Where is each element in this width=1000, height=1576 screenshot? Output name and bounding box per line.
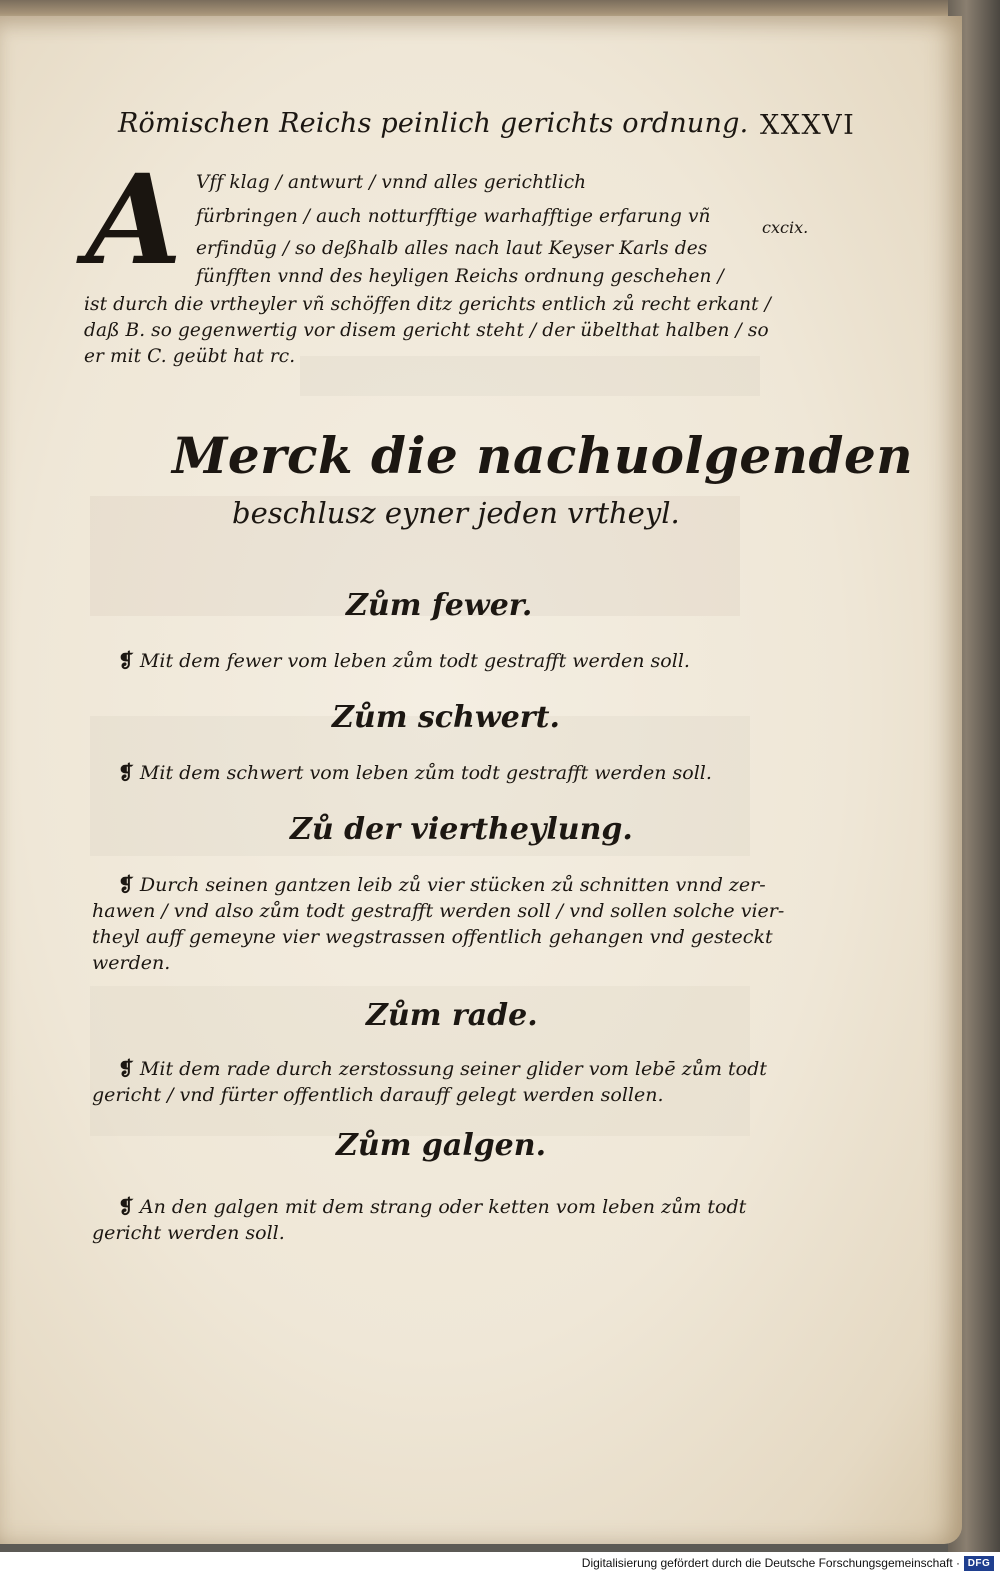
- opening-line: Vff klag / antwurt / vnnd alles gerichtlich: [196, 172, 587, 193]
- funding-credit: Digitalisierung gefördert durch die Deutsche Forschungsgemeinschaft ·: [581, 1556, 960, 1570]
- section-text-fewer: [118, 650, 690, 672]
- pilcrow-icon: ❡: [118, 762, 134, 784]
- sentence-line: hawen / vnd also zům todt gestrafft werden soll / vnd sollen solche vier-: [92, 900, 785, 922]
- section-heading-fewer: Zům fewer.: [346, 588, 533, 623]
- pilcrow-icon: ❡: [118, 650, 134, 672]
- show-through-bleed: [300, 356, 760, 396]
- pilcrow-icon: ❡: [118, 1058, 134, 1080]
- main-subheading: beschlusz eyner jeden vrtheyl.: [232, 496, 680, 530]
- opening-line: fünfften vnnd des heyligen Reichs ordnung geschehen /: [196, 266, 724, 287]
- opening-line: fürbringen / auch notturfftige warhafftige erfarung vñ: [196, 206, 711, 227]
- opening-line: ist durch die vrtheyler vñ schöffen ditz gerichts entlich zů recht erkant /: [84, 294, 771, 315]
- sentence-line: Mit dem schwert vom leben zům todt gestrafft werden soll.: [139, 762, 712, 784]
- sentence-line: theyl auff gemeyne vier wegstrassen offentlich gehangen vnd gesteckt: [92, 926, 773, 948]
- sentence-line: gericht / vnd fürter offentlich darauff gelegt werden sollen.: [92, 1084, 664, 1106]
- section-heading-galgen: Zům galgen.: [336, 1128, 547, 1163]
- opening-line: daß B. so gegenwertig vor disem gericht steht / der übelthat halben / so: [84, 320, 769, 341]
- opening-line: er mit C. geübt hat rc.: [84, 346, 296, 367]
- sentence-line: Durch seinen gantzen leib zů vier stücken zů schnitten vnnd zer-: [139, 874, 766, 896]
- pilcrow-icon: ❡: [118, 874, 134, 896]
- sentence-line: Mit dem rade durch zerstossung seiner glider vom lebē zům todt: [139, 1058, 767, 1080]
- pilcrow-icon: ❡: [118, 1196, 134, 1218]
- section-text-schwert: [118, 762, 712, 784]
- margin-note: cxcix.: [762, 218, 809, 237]
- section-heading-viertheylung: Zů der viertheylung.: [290, 812, 633, 847]
- sentence-line: Mit dem fewer vom leben zům todt gestrafft werden soll.: [139, 650, 690, 672]
- section-text-viertheylung: [118, 874, 766, 896]
- dfg-logo: DFG: [964, 1556, 994, 1571]
- sentence-line: An den galgen mit dem strang oder ketten vom leben zům todt: [139, 1196, 747, 1218]
- sentence-line: gericht werden soll.: [92, 1222, 285, 1244]
- main-heading: Merck die nachuolgenden: [172, 426, 914, 485]
- opening-line: erfindūg / so deßhalb alles nach laut Keyser Karls des: [196, 238, 708, 259]
- section-text-rade: [118, 1058, 767, 1080]
- running-head: Römischen Reichs peinlich gerichts ordnung.: [118, 108, 749, 139]
- section-text-galgen: [118, 1196, 746, 1218]
- sentence-line: werden.: [92, 952, 171, 974]
- section-heading-schwert: Zům schwert.: [332, 700, 560, 735]
- folio-number: XXXVI: [760, 110, 856, 141]
- digitization-footer: [0, 1552, 1000, 1576]
- section-heading-rade: Zům rade.: [366, 998, 538, 1033]
- decorated-initial: A: [85, 148, 183, 293]
